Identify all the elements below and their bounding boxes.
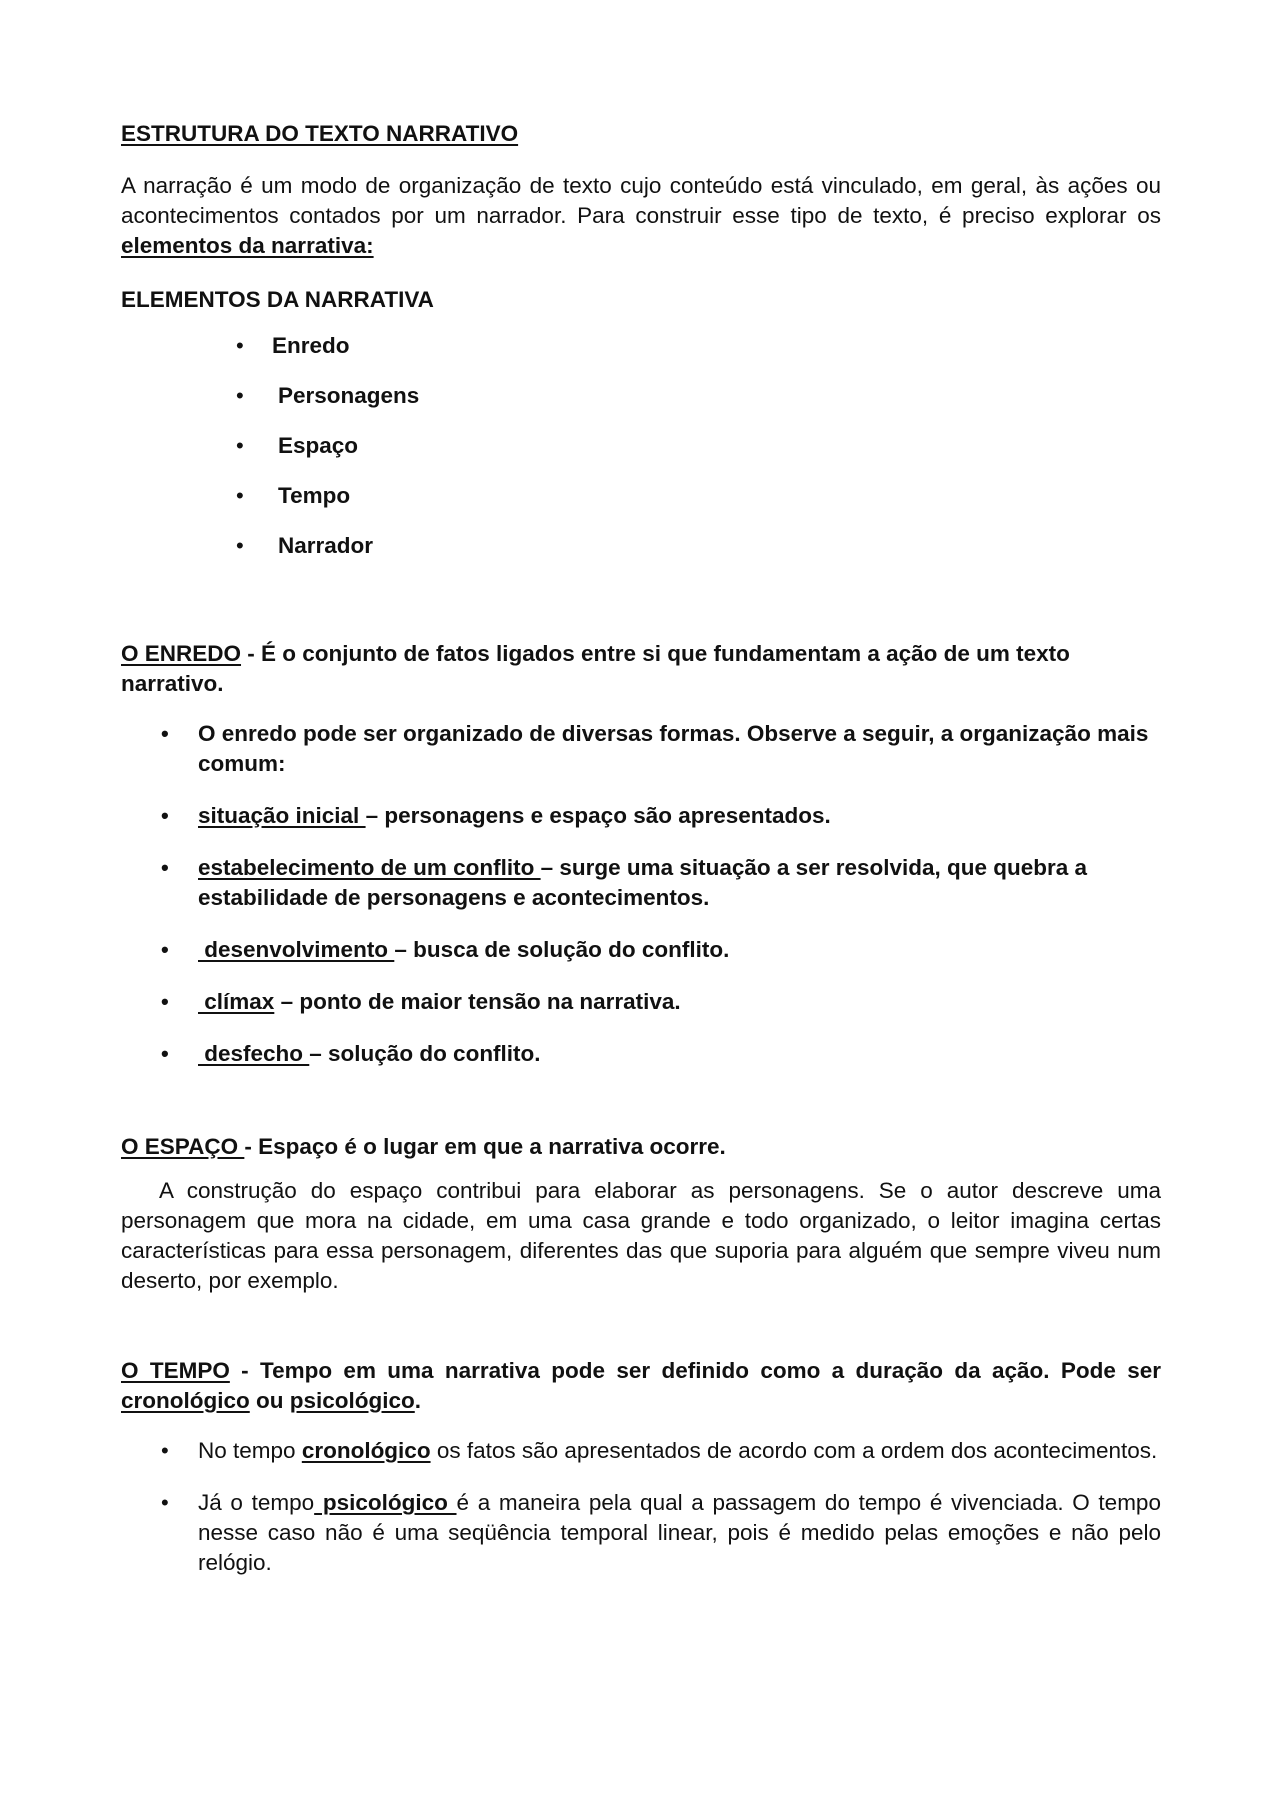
espaco-definition: [121, 1132, 1161, 1162]
bullet-icon: •: [161, 803, 169, 828]
tempo-definition-text: ou: [249, 1388, 290, 1413]
intro-link-text: elementos da narrativa:: [121, 233, 374, 258]
enredo-item-text: – personagens e espaço são apresentados.: [365, 803, 831, 828]
list-item: [121, 431, 1161, 481]
enredo-item-term: clímax: [198, 989, 275, 1014]
tempo-item-term: psicológico: [314, 1490, 457, 1515]
enredo-item-term: estabelecimento de um conflito: [198, 855, 541, 880]
enredo-item-text: – solução do conflito.: [309, 1041, 541, 1066]
list-item: [121, 481, 1161, 531]
list-item: [121, 719, 1161, 779]
bullet-icon: •: [236, 383, 244, 408]
element-label: Tempo: [278, 483, 351, 508]
bullet-icon: •: [161, 937, 169, 962]
tempo-definition: [121, 1356, 1161, 1416]
list-item: [121, 381, 1161, 431]
espaco-definition-text: - Espaço é o lugar em que a narrativa ocorre.: [244, 1134, 726, 1159]
list-item: [121, 1488, 1161, 1578]
enredo-intro-item: O enredo pode ser organizado de diversas formas. Observe a seguir, a organização mais comum:: [198, 721, 1149, 776]
document-title: ESTRUTURA DO TEXTO NARRATIVO: [121, 121, 519, 146]
list-item: [121, 531, 1161, 581]
element-label: Enredo: [272, 333, 350, 358]
tempo-item-text: é a maneira pela qual a passagem do tempo é vivenciada. O tempo nesse caso não é uma seqüência temporal linear, pois é medido pelas emoções e não pelo relógio.: [198, 1490, 1161, 1575]
bullet-icon: •: [236, 533, 244, 558]
bullet-icon: •: [161, 1041, 169, 1066]
tempo-item-text: No tempo: [198, 1438, 302, 1463]
element-label: Personagens: [278, 383, 420, 408]
tempo-item-text: Já o tempo: [198, 1490, 315, 1515]
espaco-paragraph: A construção do espaço contribui para elaborar as personagens. Se o autor descreve uma personagem que mora na cidade, em uma casa grande e todo organizado, o leitor imagina certas características para essa personagem, diferentes das que suporia para alguém que sempre viveu num deserto, por exemplo.: [121, 1178, 1161, 1293]
tempo-term-psicologico: psicológico: [289, 1388, 415, 1413]
list-item: [121, 1436, 1161, 1466]
list-item: [121, 935, 1161, 965]
bullet-icon: •: [161, 721, 169, 746]
elements-list: [121, 331, 1161, 581]
tempo-definition-text: .: [414, 1388, 422, 1413]
list-item: [121, 801, 1161, 831]
tempo-term: O TEMPO: [121, 1358, 230, 1383]
tempo-term-cronologico: cronológico: [121, 1388, 250, 1413]
intro-paragraph: [121, 171, 1161, 261]
enredo-item-term: desenvolvimento: [198, 937, 395, 962]
enredo-definition-text: - É o conjunto de fatos ligados entre si que fundamentam a ação de um texto narrativo.: [121, 641, 1070, 696]
enredo-definition: [121, 639, 1161, 699]
bullet-icon: •: [161, 989, 169, 1014]
tempo-item-term: cronológico: [301, 1438, 431, 1463]
enredo-item-text: – ponto de maior tensão na narrativa.: [274, 989, 681, 1014]
tempo-definition-text: - Tempo em uma narrativa pode ser definido como a duração da ação. Pode ser: [229, 1358, 1161, 1383]
element-label: Narrador: [278, 533, 374, 558]
bullet-icon: •: [161, 1438, 169, 1463]
tempo-list: [121, 1436, 1161, 1578]
list-item: [121, 853, 1161, 913]
enredo-item-text: – busca de solução do conflito.: [394, 937, 730, 962]
list-item: [121, 331, 1161, 381]
bullet-icon: •: [161, 1490, 169, 1515]
list-item: [121, 987, 1161, 1017]
bullet-icon: •: [236, 433, 244, 458]
bullet-icon: •: [236, 483, 244, 508]
element-label: Espaço: [278, 433, 359, 458]
enredo-term: O ENREDO: [121, 641, 242, 666]
bullet-icon: •: [161, 855, 169, 880]
bullet-icon: •: [236, 333, 244, 358]
tempo-item-text: os fatos são apresentados de acordo com a ordem dos acontecimentos.: [430, 1438, 1158, 1463]
intro-text: A narração é um modo de organização de texto cujo conteúdo está vinculado, em geral, às ações ou acontecimentos contados por um narrador. Para construir esse tipo de texto, é preciso explorar os: [121, 173, 1161, 228]
enredo-list: [121, 719, 1161, 1069]
enredo-item-text: – surge uma situação a ser resolvida, que quebra a estabilidade de personagens e acontecimentos.: [198, 855, 1088, 910]
elements-heading: ELEMENTOS DA NARRATIVA: [121, 287, 434, 312]
espaco-term: O ESPAÇO: [121, 1134, 245, 1159]
enredo-item-term: desfecho: [198, 1041, 310, 1066]
list-item: [121, 1039, 1161, 1069]
enredo-item-term: situação inicial: [198, 803, 366, 828]
